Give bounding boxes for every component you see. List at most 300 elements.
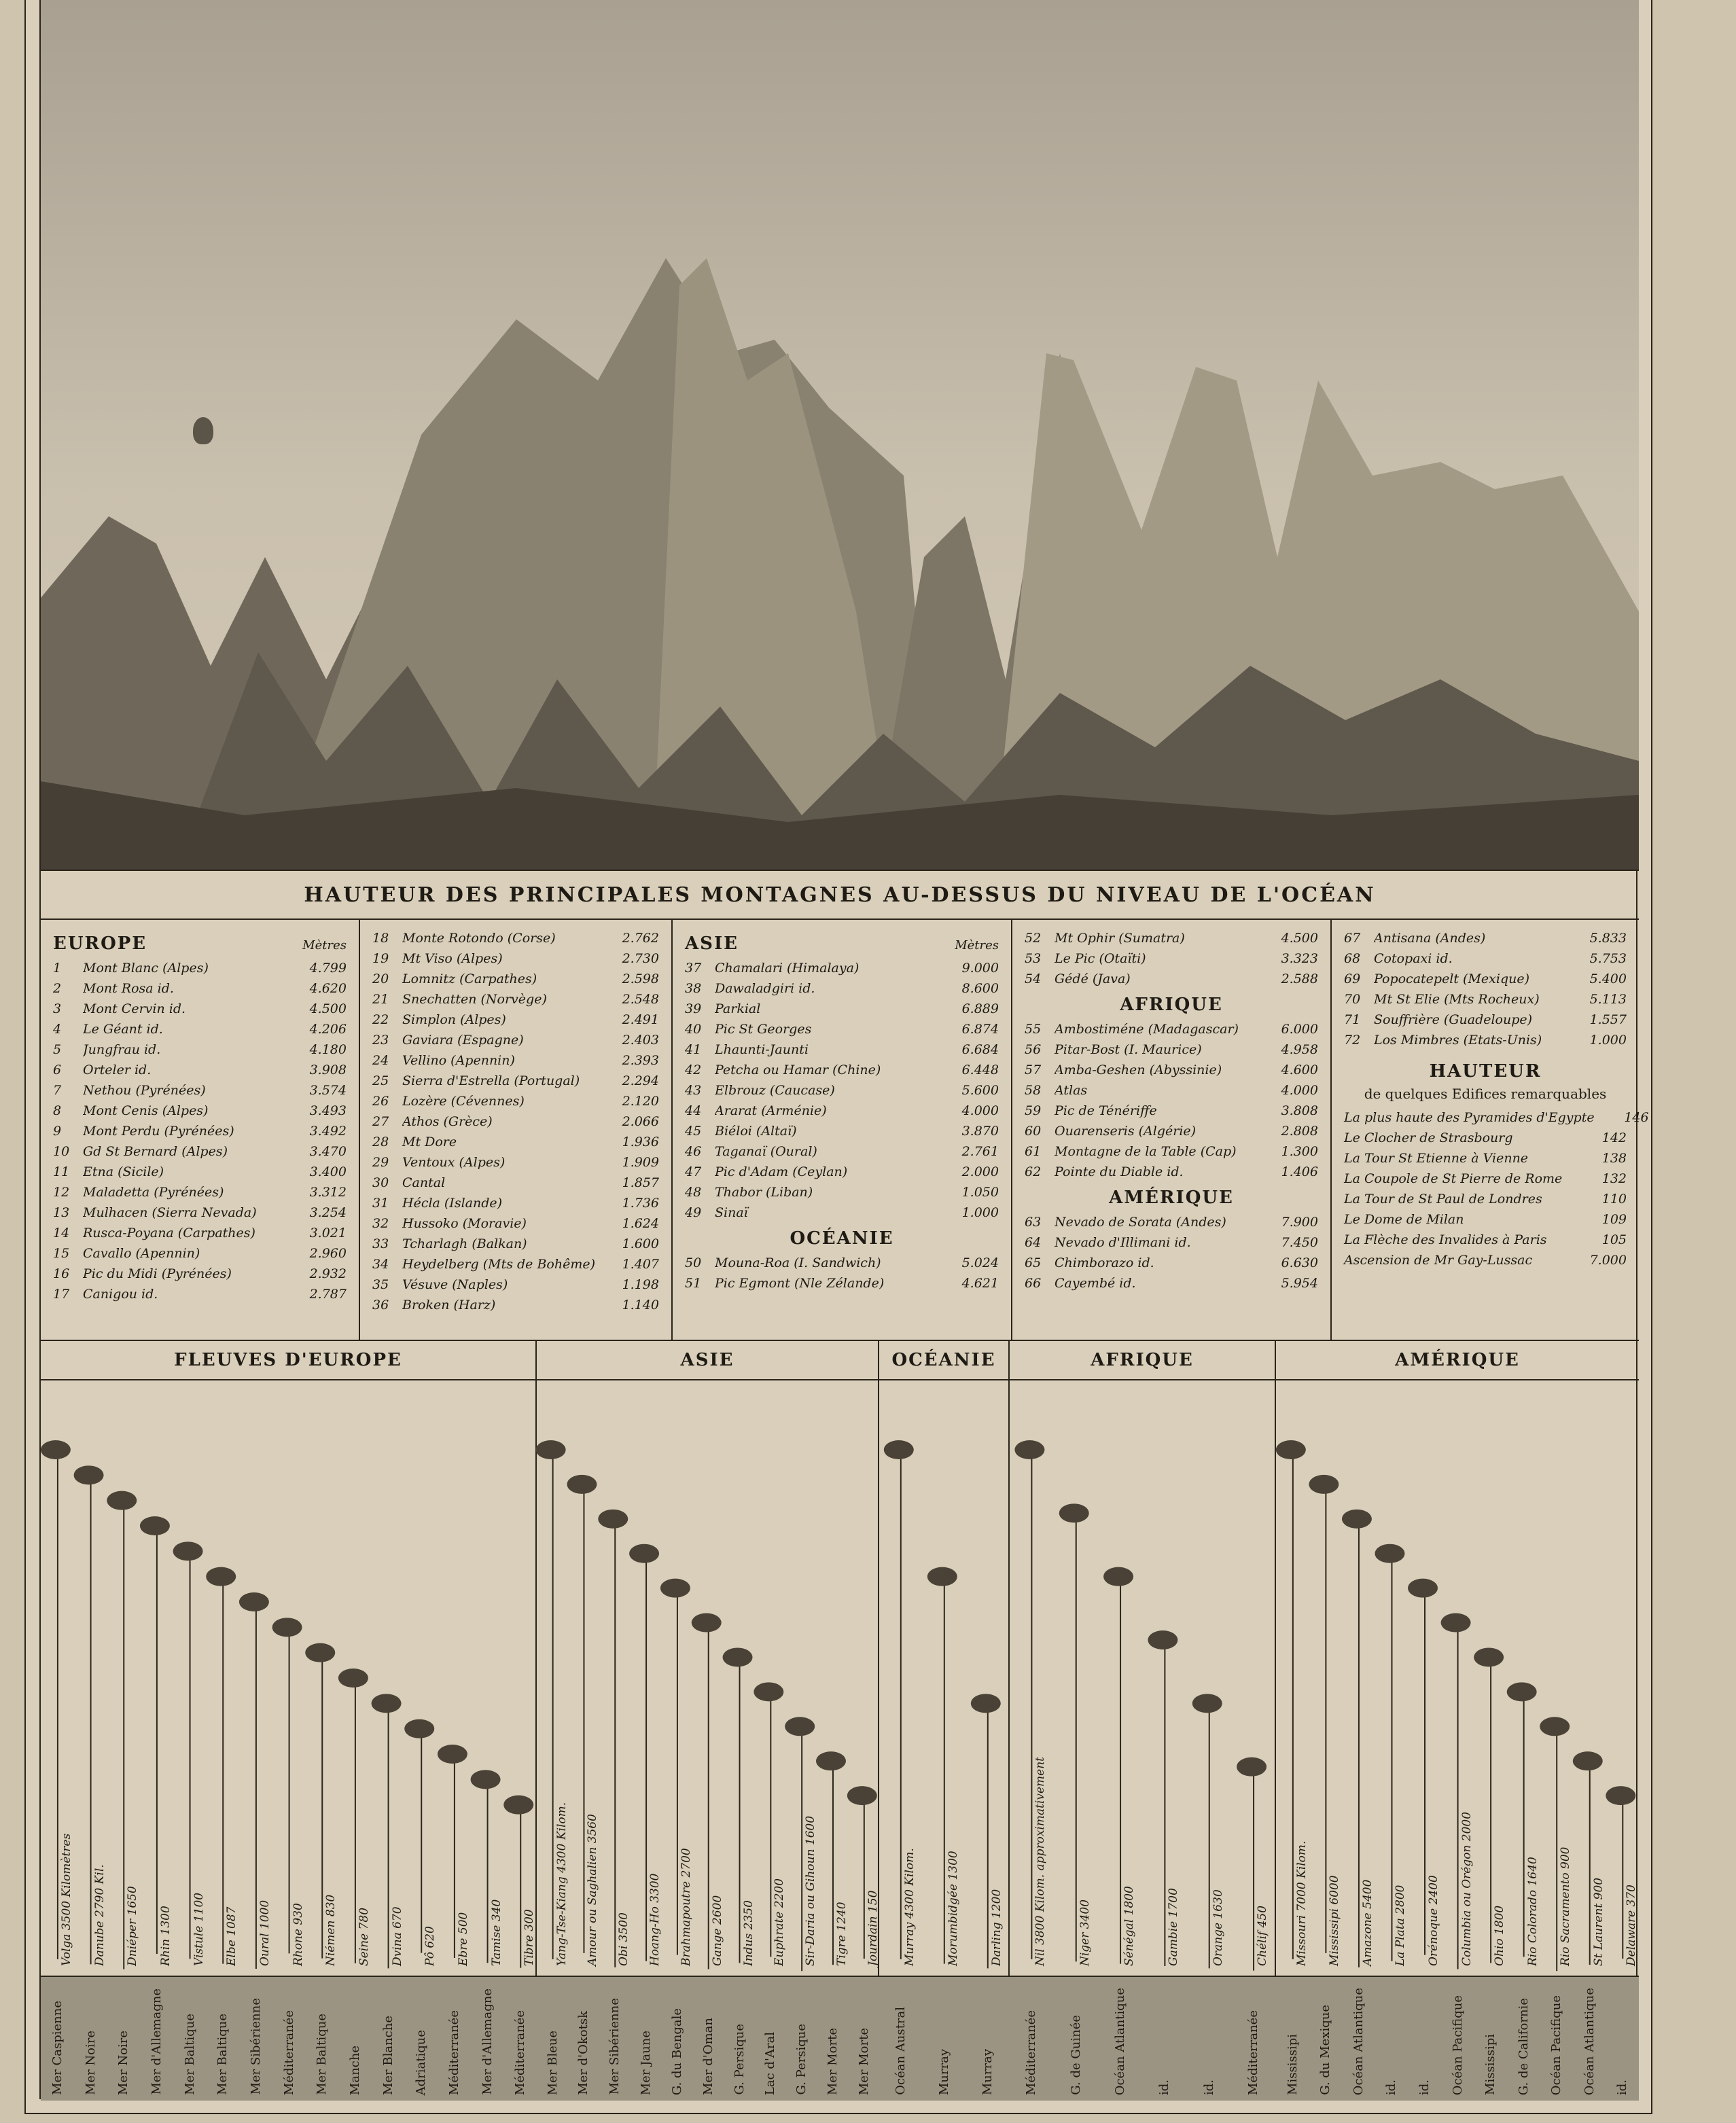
river-source-mountain (404, 1719, 434, 1738)
row-height: 1.857 (622, 1175, 659, 1190)
river-label: Elbe 1087 (225, 1906, 239, 1966)
river-source-mountain (660, 1579, 690, 1598)
table-row (53, 1141, 347, 1162)
row-number: 47 (685, 1164, 702, 1179)
row-height: 3.492 (309, 1124, 347, 1139)
row-name: Ouarenseris (Algérie) (1055, 1124, 1197, 1139)
table-row (685, 958, 999, 978)
edifices-list (1344, 1107, 1649, 1270)
river-mouth-label: G. du Mexique (1318, 2005, 1333, 2095)
row-height: 3.021 (309, 1226, 347, 1241)
river-label: Jourdain 150 (866, 1890, 880, 1966)
river-mouth-label: Mer Bleue (545, 2030, 560, 2095)
river-label: Sénégal 1800 (1122, 1886, 1137, 1966)
row-number: 32 (372, 1216, 389, 1231)
river-mouth-label: Méditerranée (281, 2010, 296, 2095)
row-name: Etna (Sicile) (83, 1164, 164, 1179)
river-label: Murray 4300 Kilom. (902, 1848, 917, 1966)
river-source-mountain (1342, 1510, 1372, 1529)
row-number: 51 (685, 1276, 702, 1291)
row-name: Monte Rotondo (Corse) (402, 931, 556, 946)
row-name: Mt Viso (Alpes) (402, 951, 503, 966)
row-height: 3.312 (309, 1185, 347, 1200)
row-name: Sinaï (715, 1205, 748, 1220)
row-number: 44 (685, 1103, 702, 1118)
row-number: 45 (685, 1124, 702, 1139)
table-row (685, 1080, 999, 1101)
river-line (1389, 1554, 1392, 1961)
row-height: 2.294 (622, 1073, 659, 1088)
row-number: 68 (1344, 951, 1361, 966)
afrique-list (1025, 1019, 1318, 1182)
river-label: Yang-Tse-Kiang 4300 Kilom. (554, 1802, 569, 1966)
river-line (56, 1450, 58, 1959)
river-source-mountain (754, 1682, 783, 1701)
row-number: 14 (53, 1226, 70, 1241)
row-number: 6 (53, 1063, 62, 1077)
river-line (800, 1726, 802, 1971)
table-row (1025, 1039, 1318, 1060)
row-name: La Coupole de St Pierre de Rome (1344, 1171, 1563, 1186)
section-heading: ASIE (537, 1341, 878, 1380)
river-source-mountain (1441, 1613, 1471, 1633)
row-number: 31 (372, 1196, 389, 1211)
river-label: Euphrate 2200 (773, 1878, 787, 1966)
row-height: 3.470 (309, 1144, 347, 1159)
row-name: Maladetta (Pyrénées) (83, 1185, 224, 1200)
row-name: Nevado d'Illimani id. (1055, 1235, 1191, 1250)
river-line (1555, 1726, 1557, 1971)
river-line (89, 1475, 91, 1964)
table-row (1025, 928, 1318, 948)
table-row (53, 1264, 347, 1284)
river-line (942, 1577, 944, 1964)
row-name: Popocatepelt (Mexique) (1374, 971, 1530, 986)
row-height: 7.450 (1281, 1235, 1318, 1250)
row-name: Athos (Grèce) (402, 1114, 493, 1129)
river-line (1291, 1450, 1293, 1959)
row-number: 40 (685, 1022, 702, 1037)
row-name: Cotopaxi id. (1374, 951, 1453, 966)
section-heading: AFRIQUE (1010, 1341, 1275, 1380)
row-number: 41 (685, 1042, 702, 1057)
river-line (831, 1761, 833, 1965)
river-line (1163, 1640, 1165, 1966)
river-line (155, 1526, 157, 1954)
amerique-list (1025, 1212, 1318, 1294)
row-height: 4.621 (961, 1276, 999, 1291)
river-source-mountain (723, 1647, 753, 1666)
river-mouth-label: Mer Sibérienne (248, 1998, 263, 2095)
row-number: 62 (1025, 1164, 1042, 1179)
table-row (53, 1080, 347, 1101)
table-row (372, 1030, 659, 1050)
row-height: 4.958 (1281, 1042, 1318, 1057)
row-height: 3.870 (961, 1124, 999, 1139)
europe-heading: EUROPE (53, 933, 147, 954)
table-row (1344, 989, 1627, 1010)
river-mouth-label: Méditerranée (513, 2010, 528, 2095)
row-height: 1.198 (622, 1277, 659, 1292)
river-label: Mississipi 6000 (1328, 1875, 1342, 1966)
row-number: 69 (1344, 971, 1361, 986)
river-line (419, 1729, 421, 1953)
row-number: 3 (53, 1001, 62, 1016)
river-label: Ohio 1800 (1493, 1905, 1507, 1966)
row-number: 22 (372, 1012, 389, 1027)
row-name: Broken (Harz) (402, 1298, 496, 1313)
table-row (1025, 1232, 1318, 1253)
table-row (53, 1182, 347, 1202)
river-source-mountain (1573, 1751, 1603, 1770)
table-row (1344, 969, 1627, 989)
row-name: Lhaunti-Jaunti (715, 1042, 809, 1057)
row-number: 24 (372, 1053, 389, 1068)
asie-heading: ASIE (685, 933, 739, 954)
river-mouth-label: Lac d'Aral (763, 2031, 778, 2095)
row-number: 72 (1344, 1033, 1361, 1048)
row-height: 7.000 (1589, 1253, 1627, 1268)
row-name: Mont Rosa id. (83, 981, 174, 996)
river-mouth-label: G. Persique (794, 2024, 809, 2095)
row-name: Dawaladgiri id. (715, 981, 815, 996)
river-mouth-label: Océan Atlantique (1113, 1987, 1128, 2095)
river-line (899, 1450, 901, 1959)
table-row (53, 1101, 347, 1121)
row-number: 30 (372, 1175, 389, 1190)
river-source-mountain (1148, 1630, 1177, 1649)
river-line (1207, 1703, 1209, 1968)
row-number: 8 (53, 1103, 62, 1118)
row-height: 4.000 (961, 1103, 999, 1118)
row-name: Antisana (Andes) (1374, 931, 1486, 946)
row-number: 29 (372, 1155, 389, 1170)
unit-label: Mètres (302, 938, 347, 952)
row-name: Pic St Georges (715, 1022, 812, 1037)
river-source-mountain (1192, 1694, 1222, 1713)
table-row (53, 1121, 347, 1141)
row-height: 3.400 (309, 1164, 347, 1179)
row-number: 56 (1025, 1042, 1042, 1057)
row-name: Mt Dore (402, 1135, 457, 1149)
table-row (685, 1273, 999, 1294)
row-name: Mouna-Roa (I. Sandwich) (715, 1255, 881, 1270)
row-name: Mont Perdu (Pyrénées) (83, 1124, 234, 1139)
row-name: La plus haute des Pyramides d'Egypte (1344, 1110, 1595, 1125)
row-name: Mulhacen (Sierra Nevada) (83, 1205, 257, 1220)
row-number: 19 (372, 951, 389, 966)
table-row (685, 1060, 999, 1080)
river-label: Gange 2600 (710, 1895, 724, 1966)
row-height: 6.448 (961, 1063, 999, 1077)
row-height: 2.120 (622, 1094, 659, 1109)
river-source-mountain (536, 1440, 566, 1459)
river-source-mountain (438, 1745, 467, 1764)
table-row (1344, 1189, 1627, 1209)
row-number: 20 (372, 971, 389, 986)
row-height: 109 (1601, 1212, 1627, 1227)
river-mouth-label: Océan Pacifique (1450, 1995, 1465, 2095)
row-number: 66 (1025, 1276, 1042, 1291)
row-name: Hécla (Islande) (402, 1196, 503, 1211)
river-label: La Plata 2800 (1394, 1885, 1408, 1966)
row-height: 1.909 (622, 1155, 659, 1170)
edifices-heading: HAUTEUR (1429, 1061, 1542, 1082)
river-source-mountain (372, 1694, 402, 1713)
river-source-mountain (140, 1516, 170, 1535)
row-number: 37 (685, 961, 702, 976)
row-number: 4 (53, 1022, 62, 1037)
table-row (685, 1121, 999, 1141)
row-height: 4.180 (309, 1042, 347, 1057)
table-row (1025, 1080, 1318, 1101)
row-height: 2.393 (622, 1053, 659, 1068)
row-number: 60 (1025, 1124, 1042, 1139)
river-label: Delaware 370 (1625, 1885, 1639, 1966)
row-number: 38 (685, 981, 702, 996)
river-line (1074, 1513, 1076, 1961)
row-height: 132 (1601, 1171, 1627, 1186)
section-heading: FLEUVES D'EUROPE (41, 1341, 535, 1380)
row-name: Pitar-Bost (I. Maurice) (1055, 1042, 1202, 1057)
table-row (372, 1152, 659, 1173)
river-label: Columbia ou Orégon 2000 (1459, 1811, 1474, 1966)
river-mouth-label: G. Persique (732, 2024, 747, 2095)
river-line (1118, 1577, 1120, 1964)
row-height: 4.799 (309, 961, 347, 976)
river-mouth-label: Méditerranée (1024, 2010, 1039, 2095)
row-name: Thabor (Liban) (715, 1185, 813, 1200)
row-height: 6.874 (961, 1022, 999, 1037)
river-label: Hoang-Ho 3300 (648, 1873, 662, 1966)
row-name: Atlas (1055, 1083, 1088, 1098)
row-name: Lomnitz (Carpathes) (402, 971, 537, 986)
row-height: 3.254 (309, 1205, 347, 1220)
row-name: Ararat (Arménie) (715, 1103, 827, 1118)
row-height: 2.762 (622, 931, 659, 946)
river-mouth-label: Adriatique (414, 2029, 429, 2095)
river-label: Ebre 500 (456, 1912, 470, 1966)
engraved-plate (24, 0, 1652, 2114)
table-row (1025, 1060, 1318, 1080)
table-row (1344, 948, 1627, 969)
row-number: 64 (1025, 1235, 1042, 1250)
row-name: Canigou id. (83, 1287, 158, 1302)
table-row (1344, 928, 1627, 948)
row-number: 34 (372, 1257, 389, 1272)
row-number: 9 (53, 1124, 62, 1139)
table-row (53, 978, 347, 999)
river-source-mountain (598, 1510, 628, 1529)
row-height: 2.787 (309, 1287, 347, 1302)
river-line (453, 1754, 455, 1958)
amerique-heading: AMÉRIQUE (1109, 1188, 1234, 1208)
asie-list (685, 958, 999, 1223)
row-name: Amba-Geshen (Abyssinie) (1055, 1063, 1222, 1077)
river-label: Rhin 1300 (158, 1906, 173, 1966)
row-name: Mont Blanc (Alpes) (83, 961, 209, 976)
row-name: Vellino (Apennin) (402, 1053, 515, 1068)
row-name: Nethou (Pyrénées) (83, 1083, 206, 1098)
column-amerique-edifices (1332, 918, 1649, 1340)
river-line (188, 1551, 190, 1959)
row-height: 2.548 (622, 992, 659, 1007)
row-number: 63 (1025, 1215, 1042, 1230)
table-row (1344, 1128, 1627, 1148)
row-height: 5.600 (961, 1083, 999, 1098)
table-row (1025, 948, 1318, 969)
table-row (1025, 969, 1318, 989)
row-height: 2.960 (309, 1246, 347, 1261)
river-mouth-label: Mer Caspienne (50, 2001, 65, 2095)
row-name: Pic du Midi (Pyrénées) (83, 1266, 232, 1281)
row-name: Lozère (Cévennes) (402, 1094, 525, 1109)
river-mouth-label: Méditerranée (446, 2010, 461, 2095)
row-name: Ascension de Mr Gay-Lussac (1344, 1253, 1533, 1268)
river-source-mountain (338, 1669, 368, 1688)
river-source-mountain (272, 1618, 302, 1637)
river-line (1489, 1657, 1491, 1963)
river-source-mountain (971, 1694, 1001, 1713)
river-line (707, 1623, 709, 1969)
river-mouth-label: Mer Blanche (380, 2015, 395, 2095)
column-afrique-amerique (1012, 918, 1332, 1340)
row-name: Le Pic (Otaïti) (1055, 951, 1146, 966)
river-mouth-label: Murray (980, 2048, 995, 2095)
row-height: 1.407 (622, 1257, 659, 1272)
table-row (372, 1213, 659, 1234)
table-row (685, 1039, 999, 1060)
river-label: Seine 780 (357, 1907, 371, 1966)
column-europe (41, 918, 360, 1340)
river-line (1522, 1692, 1524, 1957)
row-number: 48 (685, 1185, 702, 1200)
river-label: Nil 3800 Kilom. approximativement (1033, 1757, 1048, 1966)
row-height: 2.598 (622, 971, 659, 986)
river-line (122, 1501, 124, 1969)
table-row (685, 999, 999, 1019)
river-mouth-label: Mer d'Okotsk (576, 2011, 591, 2095)
row-name: Tcharlagh (Balkan) (402, 1236, 527, 1251)
table-row (1025, 1121, 1318, 1141)
row-height: 1.406 (1281, 1164, 1318, 1179)
table-row (372, 948, 659, 969)
row-number: 65 (1025, 1255, 1042, 1270)
river-line (675, 1588, 677, 1955)
row-name: Ventoux (Alpes) (402, 1155, 506, 1170)
river-mouth-label: Mer d'Allemagne (149, 1988, 164, 2095)
table-row (685, 1019, 999, 1039)
row-number: 15 (53, 1246, 70, 1261)
table-row (372, 1254, 659, 1274)
river-line (738, 1657, 740, 1963)
row-height: 5.954 (1281, 1276, 1318, 1291)
row-number: 61 (1025, 1144, 1042, 1159)
river-mouth-label: id. (1417, 2079, 1432, 2095)
river-mouth-label: Mer Baltique (315, 2014, 330, 2095)
river-label: Darling 1200 (989, 1889, 1004, 1966)
table-row (372, 1071, 659, 1091)
row-height: 5.400 (1589, 971, 1627, 986)
row-height: 1.000 (1589, 1033, 1627, 1048)
table-row (372, 969, 659, 989)
table-row (1344, 1148, 1627, 1168)
row-height: 5.833 (1589, 931, 1627, 946)
oceanie-list-continued (1025, 928, 1318, 989)
row-name: Taganaï (Oural) (715, 1144, 817, 1159)
row-number: 25 (372, 1073, 389, 1088)
row-name: Mont Cenis (Alpes) (83, 1103, 209, 1118)
row-height: 6.889 (961, 1001, 999, 1016)
row-number: 27 (372, 1114, 389, 1129)
row-number: 7 (53, 1083, 62, 1098)
river-label: Tamise 340 (489, 1899, 503, 1966)
row-number: 39 (685, 1001, 702, 1016)
river-label: Chélif 450 (1256, 1905, 1270, 1966)
river-source-mountain (1474, 1647, 1504, 1666)
table-row (1344, 1030, 1627, 1050)
river-line (1029, 1450, 1031, 1959)
row-name: Cavallo (Apennin) (83, 1246, 200, 1261)
row-height: 1.140 (622, 1298, 659, 1313)
river-mouth-label: Murray (936, 2048, 951, 2095)
river-line (1324, 1484, 1326, 1953)
river-label: Rhone 930 (291, 1903, 305, 1966)
river-label: St Laurent 900 (1591, 1877, 1606, 1966)
row-number: 11 (53, 1164, 70, 1179)
river-label: Obi 3500 (617, 1912, 631, 1966)
row-name: Hussoko (Moravie) (402, 1216, 527, 1231)
row-name: Souffrière (Guadeloupe) (1374, 1012, 1533, 1027)
row-number: 49 (685, 1205, 702, 1220)
row-number: 5 (53, 1042, 62, 1057)
river-mouth-label: Mer Morte (856, 2027, 871, 2095)
river-label: Gambie 1700 (1167, 1888, 1181, 1966)
river-source-mountain (1103, 1567, 1133, 1586)
rivers-diagram (41, 1341, 1639, 2099)
table-row (372, 1132, 659, 1152)
row-name: Orteler id. (83, 1063, 152, 1077)
row-name: Rusca-Poyana (Carpathes) (83, 1226, 255, 1241)
table-row (53, 958, 347, 978)
river-label: Sir-Daria ou Gihoun 1600 (804, 1815, 818, 1966)
river-source-mountain (567, 1475, 597, 1494)
table-row (372, 1111, 659, 1132)
table-row (372, 1193, 659, 1213)
table-row (53, 1162, 347, 1182)
europe-list (53, 958, 347, 1304)
river-line (551, 1450, 553, 1959)
river-label: Dniéper 1650 (126, 1886, 140, 1966)
row-height: 4.600 (1281, 1063, 1318, 1077)
table-row (1025, 1162, 1318, 1182)
table-row (1344, 1209, 1627, 1230)
balloon-icon (193, 417, 213, 444)
river-source-mountain (927, 1567, 957, 1586)
row-number: 59 (1025, 1103, 1042, 1118)
row-height: 4.000 (1281, 1083, 1318, 1098)
row-name: Biéloi (Altaï) (715, 1124, 797, 1139)
row-height: 142 (1601, 1130, 1627, 1145)
column-europe-continued (360, 918, 673, 1340)
river-lines (41, 1341, 1639, 2099)
table-row (685, 1202, 999, 1223)
river-mouth-label: Mississipi (1285, 2034, 1300, 2095)
table-row (1025, 1019, 1318, 1039)
table-row (685, 1101, 999, 1121)
row-height: 4.620 (309, 981, 347, 996)
row-height: 1.936 (622, 1135, 659, 1149)
